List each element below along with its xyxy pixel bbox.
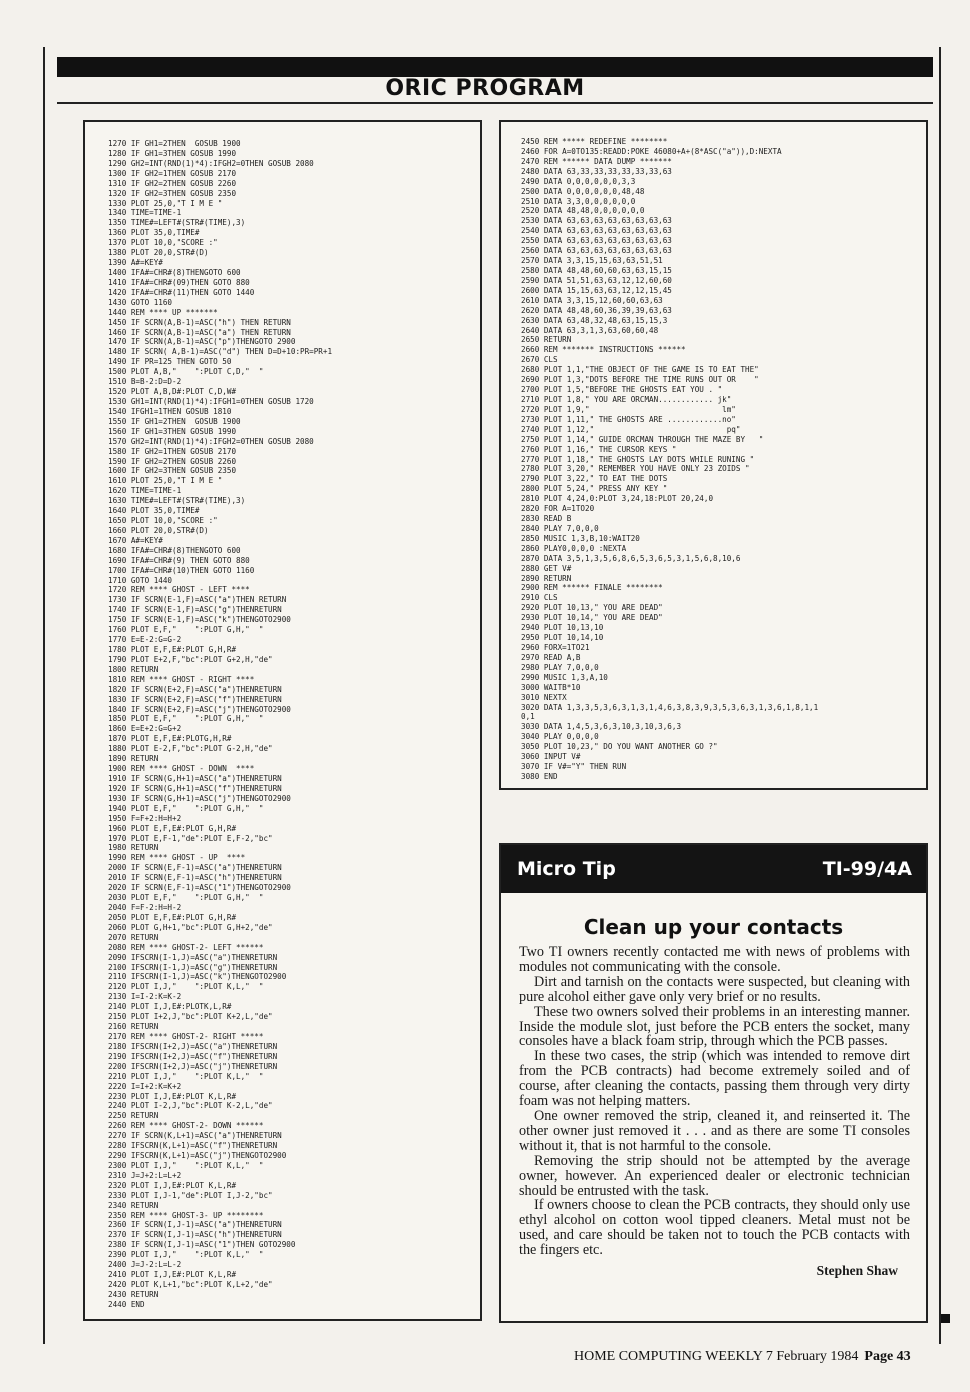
page-footer [574,1349,911,1365]
platform-label: TI-99/4A [822,858,912,880]
article-paragraph: These two owners solved their problems in an interesting manner. Inside the module slot, just before the PCB enters the socket, many consoles have a black foam strip, through which the PCB passes. [519,1003,910,1050]
page-title: ORIC PROGRAM [385,76,585,101]
article-body [501,945,926,1258]
program-listing-right: 2450 REM ***** REDEFINE ******** 2460 FOR A=0TO135:READD:POKE 46080+A+(8*ASC("a")),D:NEXTA 2470 REM ****** DATA DUMP ******* 2480 DATA 63,33,33,33,33,33,33,63 2490 DATA 0,0,0,0,0,0,3,3 2500 DATA 0,0,0,0,0,0,48,48 2510 DATA 3,3,0,0,0,0,0,0 2520 DATA 48,48,0,0,0,0,0,0 2530 DATA 63,63,63,63,63,63,63,63 2540 DATA 63,63,63,63,63,63,63,63 2550 DATA 63,63,63,63,63,63,63,63 2560 DATA 63,63,63,63,63,63,63,63 2570 DATA 3,3,15,15,63,63,51,51 2580 DATA 48,48,60,60,63,63,15,15 2590 DATA 51,51,63,63,12,12,60,60 2600 DATA 15,15,63,63,12,12,15,45 2610 DATA 3,3,15,12,60,60,63,63 2620 DATA 48,48,60,36,39,39,63,63 2630 DATA 63,48,32,48,63,15,15,3 2640 DATA 63,3,1,3,63,60,60,48 2650 RETURN 2660 REM ******* INSTRUCTIONS ****** 2670 CLS 2680 PLOT 1,1,"THE OBJECT OF THE GAME IS TO EAT THE" 2690 PLOT 1,3,"DOTS BEFORE THE TIME RUNS OUT OR " 2700 PLOT 1,5,"BEFORE THE GHOSTS EAT YOU . " 2710 PLOT 1,8," YOU ARE ORCMAN............ jk" 2720 PLOT 1,9," lm" 2730 PLOT 1,11," THE GHOSTS ARE ............no" 2740 PLOT 1,12," pq" 2750 PLOT 1,14," GUIDE ORCMAN THROUGH THE MAZE BY " 2760 PLOT 1,16," THE CURSOR KEYS " 2770 PLOT 1,18," THE GHOSTS LAY DOTS WHILE RUNING " 2780 PLOT 3,20," REMEMBER YOU HAVE ONLY 23 ZOIDS " 2790 PLOT 3,22," TO EAT THE DOTS 2800 PLOT 5,24," PRESS ANY KEY " 2810 PLOT 4,24,0:PLOT 3,24,18:PLOT 20,24,0 2820 FOR A=1TO20 2830 READ B 2840 PLAY 7,0,0,0 2850 MUSIC 1,3,B,10:WAIT20 2860 PLAY0,0,0,0 :NEXTA 2870 DATA 3,5,1,3,5,6,8,6,5,3,6,5,3,1,5,6,8,10,6 2880 GET V# 2890 RETURN 2900 REM ****** FINALE ******** 2910 CLS 2920 PLOT 10,13," YOU ARE DEAD" 2930 PLOT 10,14," YOU ARE DEAD" 2940 PLOT 10,13,10 2950 PLOT 10,14,10 2960 FORX=1TO21 2970 READ A,B 2980 PLAY 7,0,0,0 2990 MUSIC 1,3,A,10 3000 WAITB*10 3010 NEXTX 3020 DATA 1,3,3,5,3,6,3,1,3,1,4,6,3,8,3,9,3,5,3,6,3,1,3,6,1,8,1,1 0,1 3030 DATA 1,4,5,3,6,3,10,3,10,3,6,3 3040 PLAY 0,0,0,0 3050 PLOT 10,23," DO YOU WANT ANOTHER GO ?" 3060 INPUT V# 3070 IF V#="Y" THEN RUN 3080 END [521,137,819,781]
micro-tip-header [501,845,926,893]
listing-panel-right [499,120,928,790]
page-number: Page 43 [864,1349,911,1364]
article-title: Clean up your contacts [583,915,844,939]
header-rule [57,102,933,104]
listing-panel-left [83,120,482,1321]
end-mark-icon [941,1314,950,1323]
article-paragraph: Removing the strip should not be attempted by the average owner, however. An experienced dealer or electronic technician should be entrusted with the task. [519,1152,910,1199]
article-paragraph: In these two cases, the strip (which was intended to remove dirt from the PCB contracts) had become extremely soiled and of course, after cleaning the contacts, passing them through very dirty foam was not helping matters. [519,1048,910,1110]
micro-tip-box [499,843,928,1323]
article-paragraph: Two TI owners recently contacted me with news of problems with modules not communicating with the console. [519,944,910,975]
article-author: Stephen Shaw [816,1263,898,1279]
article-paragraph: Dirt and tarnish on the contacts were suspected, but cleaning with pure alcohol either gave only very brief or no results. [519,973,910,1005]
program-listing-left: 1270 IF GH1=2THEN GOSUB 1900 1280 IF GH1=3THEN GOSUB 1990 1290 GH2=INT(RND(1)*4):IFGH2=0THEN GOSUB 2080 1300 IF GH2=1THEN GOSUB 2170 1310 IF GH2=2THEN GOSUB 2260 1320 IF GH2=3THEN GOSUB 2350 1330 PLOT 25,0,"T I M E " 1340 TIME=TIME-1 1350 TIME#=LEFT#(STR#(TIME),3) 1360 PLOT 35,0,TIME# 1370 PLOT 10,0,"SCORE :" 1380 PLOT 20,0,STR#(D) 1390 A#=KEY# 1400 IFA#=CHR#(8)THENGOTO 600 1410 IFA#=CHR#(09)THEN GOTO 880 1420 IFA#=CHR#(11)THEN GOTO 1440 1430 GOTO 1160 1440 REM **** UP ******* 1450 IF SCRN(A,B-1)=ASC("h") THEN RETURN 1460 IF SCRN(A,B-1)=ASC("a") THEN RETURN 1470 IF SCRN(A,B-1)=ASC("p")THENGOTO 2900 1480 IF SCRN( A,B-1)=ASC("d") THEN D=D+10:PR=PR+1 1490 IF PR=125 THEN GOTO 50 1500 PLOT A,B," ":PLOT C,D," " 1510 B=B-2:D=D-2 1520 PLOT A,B,D#:PLOT C,D,W# 1530 GH1=INT(RND(1)*4):IFGH1=0THEN GOSUB 1720 1540 IFGH1=1THEN GOSUB 1810 1550 IF GH1=2THEN GOSUB 1900 1560 IF GH1=3THEN GOSUB 1990 1570 GH2=INT(RND(1)*4):IFGH2=0THEN GOSUB 2080 1580 IF GH2=1THEN GOSUB 2170 1590 IF GH2=2THEN GOSUB 2260 1600 IF GH2=3THEN GOSUB 2350 1610 PLOT 25,0,"T I M E " 1620 TIME=TIME-1 1630 TIME#=LEFT#(STR#(TIME),3) 1640 PLOT 35,0,TIME# 1650 PLOT 10,0,"SCORE :" 1660 PLOT 20,0,STR#(D) 1670 A#=KEY# 1680 IFA#=CHR#(8)THENGOTO 600 1690 IFA#=CHR#(9) THEN GOTO 880 1700 IFA#=CHR#(10)THEN GOTO 1160 1710 GOTO 1440 1720 REM **** GHOST - LEFT **** 1730 IF SCRN(E-1,F)=ASC("a")THEN RETURN 1740 IF SCRN(E-1,F)=ASC("g")THENRETURN 1750 IF SCRN(E-1,F)=ASC("k")THENGOTO2900 1760 PLOT E,F," ":PLOT G,H," " 1770 E=E-2:G=G-2 1780 PLOT E,F,E#:PLOT G,H,R# 1790 PLOT E+2,F,"bc":PLOT G+2,H,"de" 1800 RETURN 1810 REM **** GHOST - RIGHT **** 1820 IF SCRN(E+2,F)=ASC("a")THENRETURN 1830 IF SCRN(E+2,F)=ASC("f")THENRETURN 1840 IF SCRN(E+2,F)=ASC("j")THENGOTO2900 1850 PLOT E,F," ":PLOT G,H," " 1860 E=E+2:G=G+2 1870 PLOT E,F,E#:PLOTG,H,R# 1880 PLOT E-2,F,"bc":PLOT G-2,H,"de" 1890 RETURN 1900 REM **** GHOST - DOWN **** 1910 IF SCRN(G,H+1)=ASC("a")THENRETURN 1920 IF SCRN(G,H+1)=ASC("f")THENRETURN 1930 IF SCRN(G,H+1)=ASC("j")THENGOTO2900 1940 PLOT E,F," ":PLOT G,H," " 1950 F=F+2:H=H+2 1960 PLOT E,F,E#:PLOT G,H,R# 1970 PLOT E,F-1,"de":PLOT E,F-2,"bc" 1980 RETURN 1990 REM **** GHOST - UP **** 2000 IF SCRN(E,F-1)=ASC("a")THENRETURN 2010 IF SCRN(E,F-1)=ASC("h")THENRETURN 2020 IF SCRN(E,F-1)=ASC("1")THENGOTO2900 2030 PLOT E,F," ":PLOT G,H," " 2040 F=F-2:H=H-2 2050 PLOT E,F,E#:PLOT G,H,R# 2060 PLOT G,H+1,"bc":PLOT G,H+2,"de" 2070 RETURN 2080 REM **** GHOST-2- LEFT ****** 2090 IFSCRN(I-1,J)=ASC("a")THENRETURN 2100 IFSCRN(I-1,J)=ASC("g")THENRETURN 2110 IFSCRN(I-1,J)=ASC("k")THENGOTO2900 2120 PLOT I,J," ":PLOT K,L," " 2130 I=I-2:K=K-2 2140 PLOT I,J,E#:PLOTK,L,R# 2150 PLOT I+2,J,"bc":PLOT K+2,L,"de" 2160 RETURN 2170 REM **** GHOST-2- RIGHT ***** 2180 IFSCRN(I+2,J)=ASC("a")THENRETURN 2190 IFSCRN(I+2,J)=ASC("f")THENRETURN 2200 IFSCRN(I+2,J)=ASC("j")THENRETURN 2210 PLOT I,J," ":PLOT K,L," " 2220 I=I+2:K=K+2 2230 PLOT I,J,E#:PLOT K,L,R# 2240 PLOT I-2,J,"bc":PLOT K-2,L,"de" 2250 RETURN 2260 REM **** GHOST-2- DOWN ****** 2270 IF SCRN(K,L+1)=ASC("a")THENRETURN 2280 IFSCRN(K,L+1)=ASC("f")THENRETURN 2290 IFSCRN(K,L+1)=ASC("j")THENGOTO2900 2300 PLOT I,J," ":PLOT K,L," " 2310 J=J+2:L=L+2 2320 PLOT I,J,E#:PLOT K,L,R# 2330 PLOT I,J-1,"de":PLOT I,J-2,"bc" 2340 RETURN 2350 REM **** GHOST-3- UP ******** 2360 IF SCRN(I,J-1)=ASC("a")THENRETURN 2370 IF SCRN(I,J-1)=ASC("h")THENRETURN 2380 IF SCRN(I,J-1)=ASC("1")THEN GOTO2900 2390 PLOT I,J," ":PLOT K,L," " 2400 J=J-2:L=L-2 2410 PLOT I,J,E#:PLOT K,L,R# 2420 PLOT K,L+1,"bc":PLOT K,L+2,"de" 2430 RETURN 2440 END [108,139,333,1309]
publication-line: HOME COMPUTING WEEKLY 7 February 1984 [574,1349,859,1364]
article-paragraph: One owner removed the strip, cleaned it, and reinserted it. The other owner just removed it . . . and as there are some TI consoles without it, that is not harmful to the console. [519,1107,910,1154]
article-paragraph: If owners choose to clean the PCB contracts, they should only use ethyl alcohol on cotton wool tipped cleaners. Metal must not be used, and care should be taken not to touch the PCB contacts with the fingers etc. [519,1197,910,1259]
header-bar [57,57,933,77]
micro-tip-label: Micro Tip [517,858,616,880]
